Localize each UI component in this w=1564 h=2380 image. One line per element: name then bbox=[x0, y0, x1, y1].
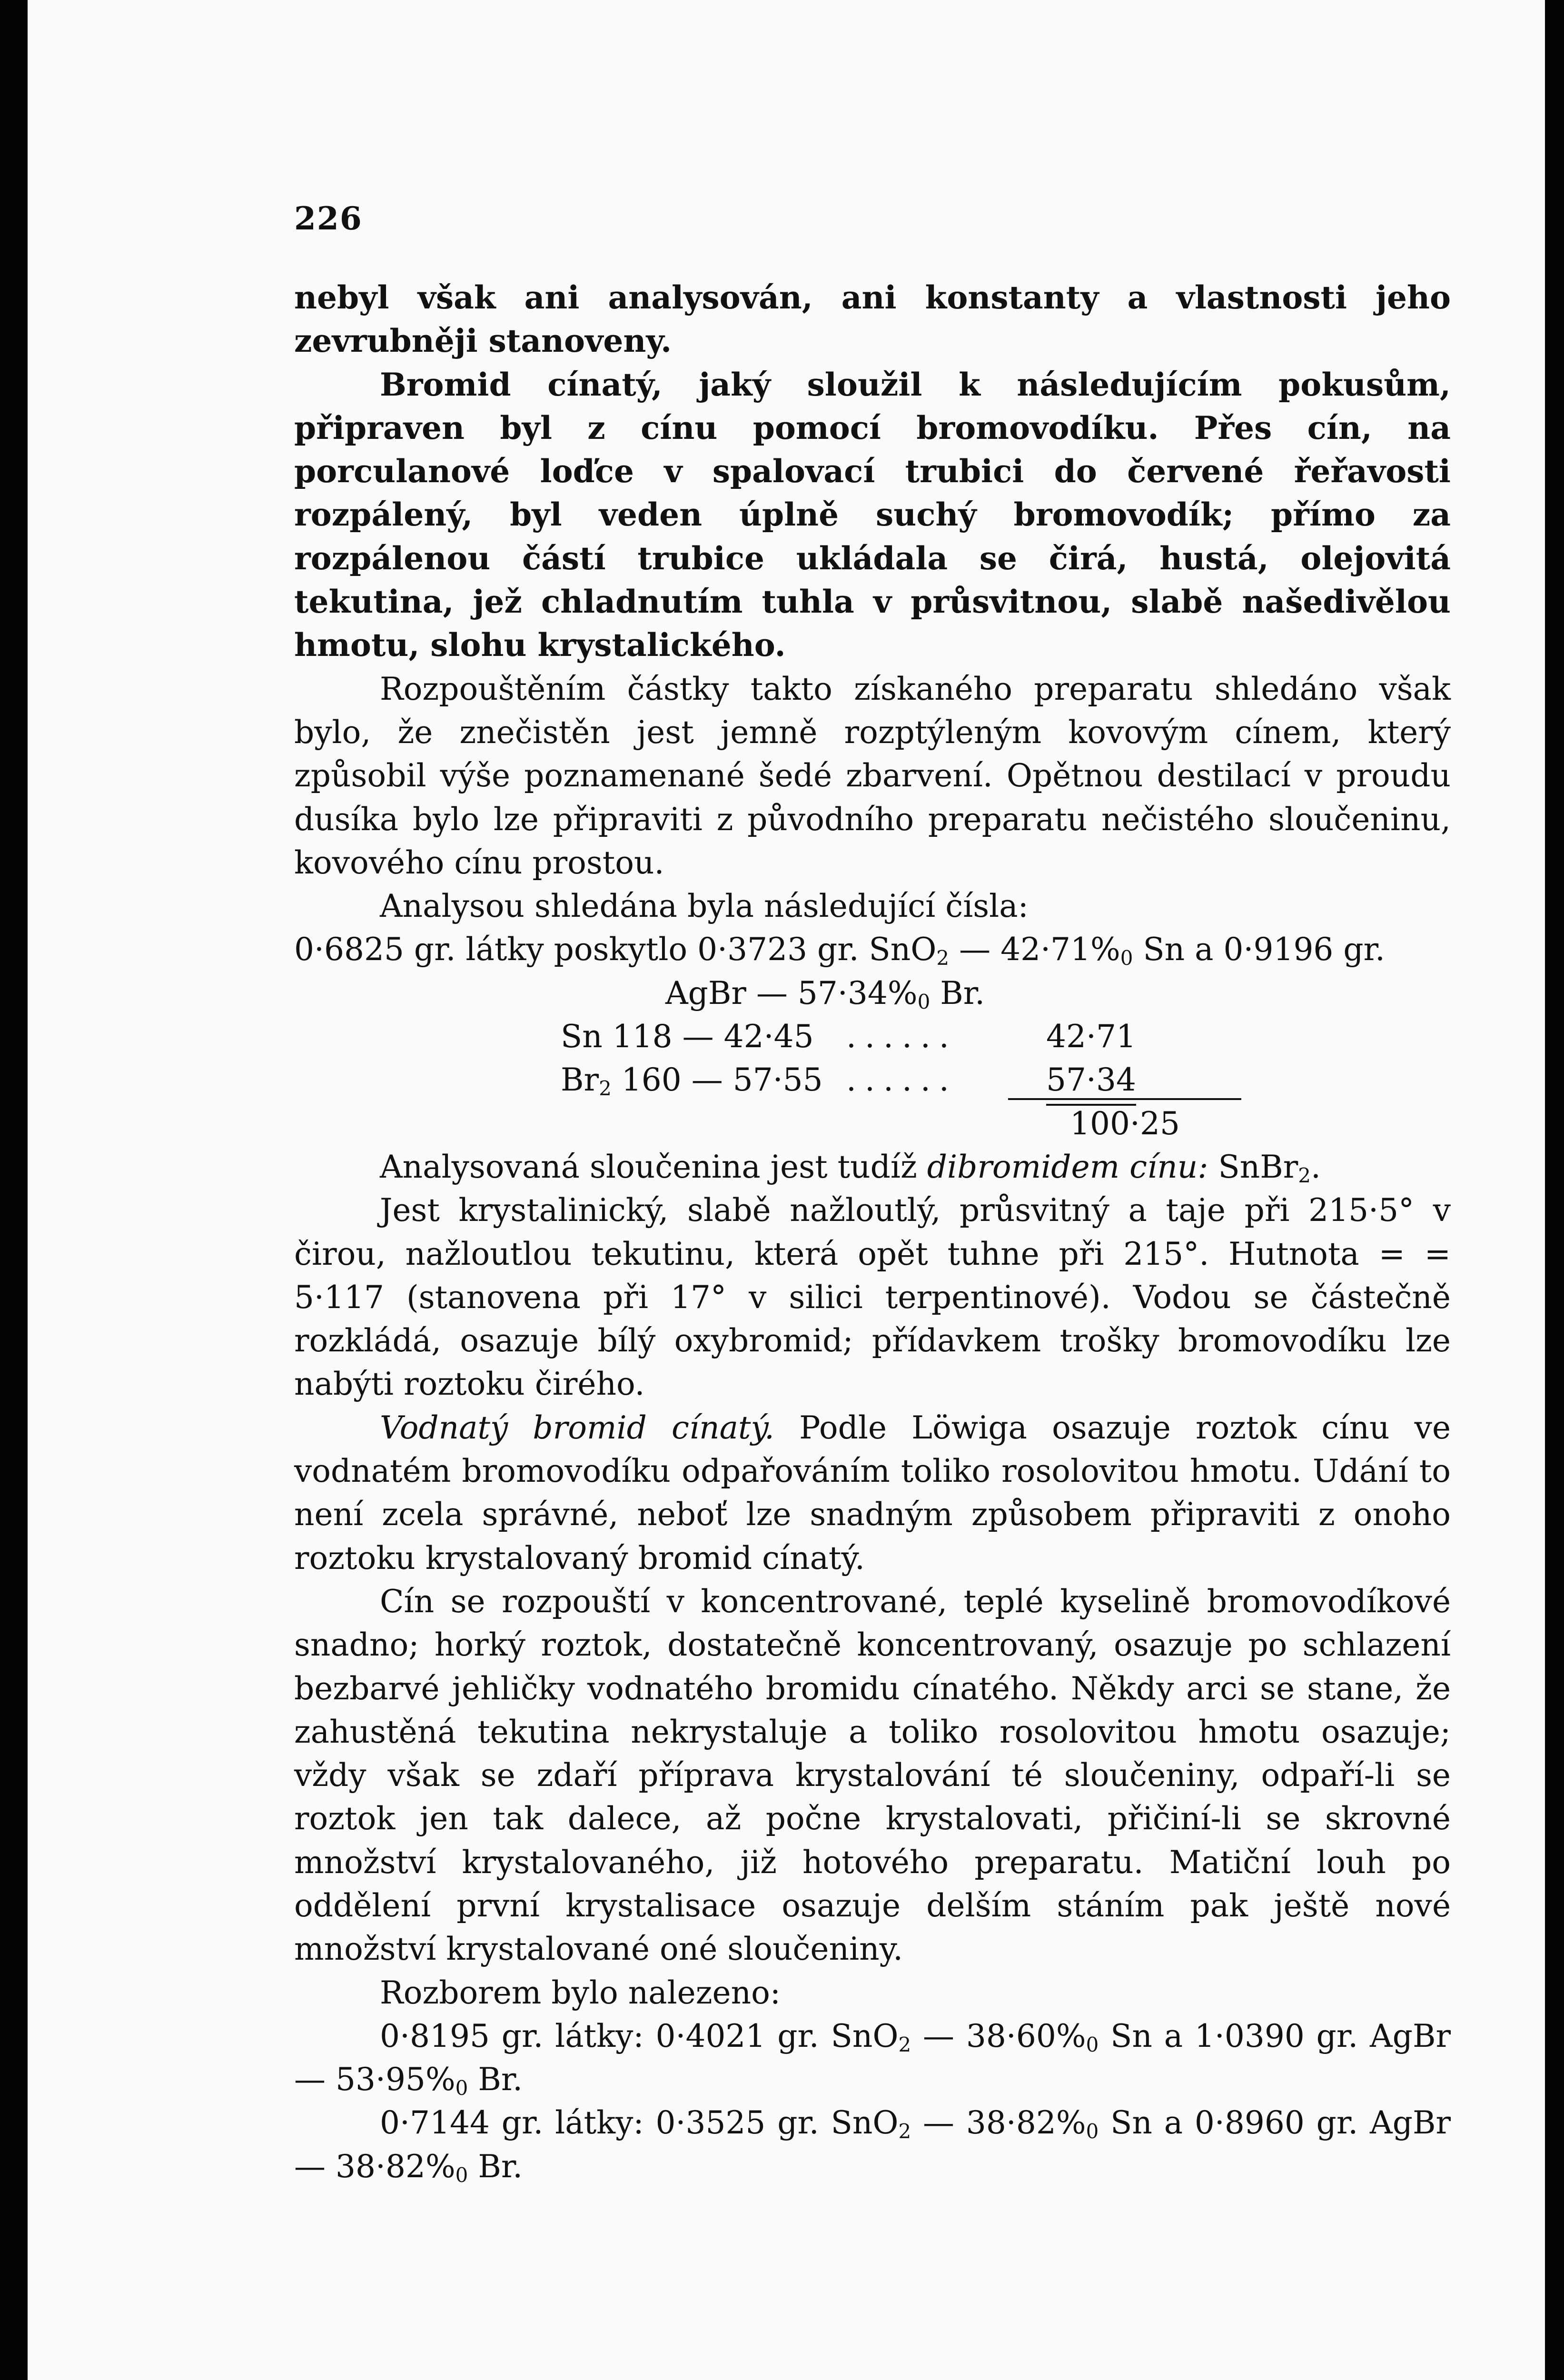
paragraph-properties: Jest krystalinický, slabě nažloutlý, průsvitný a taje při 215·5° v čirou, nažloutlou tekutinu, která opět tuhne při 215°. Hutnota = = 5·117 (stanovena při 17° v silici terpentinové). Vodou se částečně rozkládá, osazuje bílý oxybromid; přídavkem trošky bromovodíku lze nabýti roztoku čirého. bbox=[294, 1192, 1451, 1403]
calc-total: 100·25 bbox=[294, 1102, 1451, 1145]
paragraph-3: Rozpouštěním částky takto získaného preparatu shledáno však bylo, že znečistěn jest jemně rozptýleným kovovým cínem, který způsobil výše poznamenané šedé zbarvení. Opětnou destilací v proudu dusíka bylo lze připraviti z původního preparatu nečistého sloučeninu, kovového cínu prostou. bbox=[294, 670, 1451, 881]
page-body bbox=[294, 276, 1451, 2188]
paragraph-2: Bromid cínatý, jaký sloužil k následujícím pokusům, připraven byl z cínu pomocí bromovodíku. Přes cín, na porculanové loďce v spalovací trubici do červené řeřavosti rozpálený, byl veden úplně suchý bromovodík; přímo za rozpálenou částí trubice ukládala se čirá, hustá, olejovitá tekutina, jež chladnutím tuhla v průsvitnou, slabě našedivělou hmotu, slohu krystalického. bbox=[294, 366, 1451, 664]
paragraph-hydrate: Vodnatý bromid cínatý. Podle Löwiga osazuje roztok cínu ve vodnatém bromovodíku odpařováním toliko rosolovitou hmotu. Udání to není zcela správné, neboť lze snadným způsobem připraviti z onoho roztoku krystalovaný bromid cínatý. bbox=[294, 1409, 1451, 1577]
paragraph-conclusion: Analysovaná sloučenina jest tudíž dibromidem cínu: SnBr$_2$. bbox=[380, 1148, 1321, 1187]
paragraph-1: nebyl však ani analysován, ani konstanty a vlastnosti jeho zevrubněji stanoveny. bbox=[294, 279, 1451, 360]
sum-rule bbox=[1008, 1098, 1241, 1100]
scan-border-left bbox=[0, 0, 28, 2380]
page-number: 226 bbox=[294, 200, 363, 237]
calc-row-br: $Br_2$ 160 — 57·55 ...... 57·34 bbox=[294, 1058, 1451, 1101]
paragraph-analysis-intro: Rozborem bylo nalezeno: bbox=[380, 1974, 781, 2011]
analysis-line-1: 0·6825 gr. látky poskytlo 0·3723 gr. SnO$_2$ — $42\cdot 71\%_0$ Sn a 0·9196 gr. bbox=[294, 931, 1385, 970]
paragraph-4: Analysou shledána byla následující čísla: bbox=[380, 888, 1029, 925]
book-page bbox=[28, 0, 1545, 2380]
analysis-result-1: 0·8195 gr. látky: 0·4021 gr. SnO$_2$ — $38\cdot 60\%_0$ Sn a 1·0390 gr. AgBr — $53\cdot 95\%_0$ Br. bbox=[294, 2017, 1451, 2100]
analysis-result-2: 0·7144 gr. látky: 0·3525 gr. SnO$_2$ — $38\cdot 82\%_0$ Sn a 0·8960 gr. AgBr — $38\cdot 82\%_0$ Br. bbox=[294, 2104, 1451, 2187]
analysis-line-2: AgBr — $57\cdot 34\%_0$ Br. bbox=[665, 974, 985, 1013]
scan-border-right bbox=[1545, 0, 1564, 2380]
paragraph-preparation: Cín se rozpouští v koncentrované, teplé kyselině bromovodíkové snadno; horký roztok, dostatečně koncentrovaný, osazuje po schlazení bezbarvé jehličky vodnatého bromidu cínatého. Někdy arci se stane, že zahustěná tekutina nekrystaluje a toliko rosolovitou hmotu osazuje; vždy však se zdaří příprava krystalování té sloučeniny, odpaří-li se roztok jen tak dalece, až počne krystalovati, přičiní-li se skrovné množství krystalovaného, již hotového preparatu. Matiční louh po oddělení první krystalisace osazuje delším stáním pak ještě nové množství krystalované oné sloučeniny. bbox=[294, 1583, 1451, 1968]
calc-row-sn: Sn 118 — 42·45 ...... 42·71 bbox=[561, 1018, 1136, 1055]
